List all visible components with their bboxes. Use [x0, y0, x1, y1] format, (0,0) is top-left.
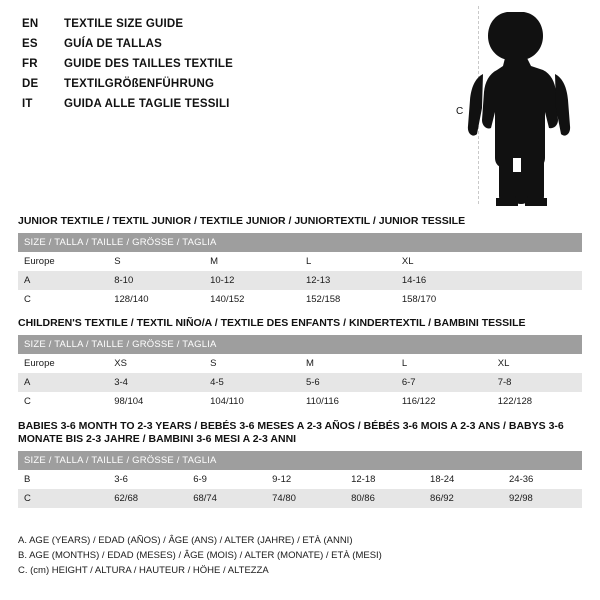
cell: 128/140 — [108, 290, 204, 309]
cell: 10-12 — [204, 271, 300, 290]
cell: C — [18, 392, 108, 411]
table-head-row — [18, 233, 582, 252]
cell — [492, 290, 582, 309]
table-row — [18, 470, 582, 489]
header-row — [22, 94, 442, 114]
header-title: GUÍA DE TALLAS — [64, 38, 162, 50]
language-code: EN — [22, 18, 39, 30]
cell: 98/104 — [108, 392, 204, 411]
header-row — [22, 74, 442, 94]
cell: Europe — [18, 354, 108, 373]
cell: 7-8 — [492, 373, 582, 392]
cell: B — [18, 470, 108, 489]
junior-size-table — [18, 233, 582, 309]
cell: L — [300, 252, 396, 271]
cell: 158/170 — [396, 290, 492, 309]
cell: 6-9 — [187, 470, 266, 489]
cell: 80/86 — [345, 489, 424, 508]
cell: M — [300, 354, 396, 373]
children-size-table — [18, 335, 582, 411]
table-row — [18, 252, 582, 271]
cell: M — [204, 252, 300, 271]
header-title: GUIDE DES TAILLES TEXTILE — [64, 58, 233, 70]
child-silhouette-icon — [455, 8, 590, 208]
language-code: ES — [22, 38, 38, 50]
cell: 5-6 — [300, 373, 396, 392]
cell: C — [18, 489, 108, 508]
cell: 122/128 — [492, 392, 582, 411]
section-babies-textile — [18, 420, 582, 508]
cell: S — [204, 354, 300, 373]
cell: 62/68 — [108, 489, 187, 508]
cell: 152/158 — [300, 290, 396, 309]
header-title: TEXTILE SIZE GUIDE — [64, 18, 184, 30]
cell: A — [18, 271, 108, 290]
cell: 140/152 — [204, 290, 300, 309]
cell: XS — [108, 354, 204, 373]
cell: 3-4 — [108, 373, 204, 392]
section-title: CHILDREN'S TEXTILE / TEXTIL NIÑO/A / TEXTILE DES ENFANTS / KINDERTEXTIL / BAMBINI TESSILE — [18, 317, 526, 329]
cell: L — [396, 354, 492, 373]
table-row — [18, 271, 582, 290]
table-head-row — [18, 335, 582, 354]
table-head-row — [18, 451, 582, 470]
cell — [492, 271, 582, 290]
table-row — [18, 489, 582, 508]
cell: C — [18, 290, 108, 309]
babies-size-table — [18, 451, 582, 508]
header-title: GUIDA ALLE TAGLIE TESSILI — [64, 98, 230, 110]
cell: 4-5 — [204, 373, 300, 392]
cell: 104/110 — [204, 392, 300, 411]
cell: 116/122 — [396, 392, 492, 411]
cell: 74/80 — [266, 489, 345, 508]
section-title: JUNIOR TEXTILE / TEXTIL JUNIOR / TEXTILE JUNIOR / JUNIORTEXTIL / JUNIOR TESSILE — [18, 215, 466, 227]
cell: A — [18, 373, 108, 392]
cell: 12-13 — [300, 271, 396, 290]
section-childrens-textile — [18, 317, 582, 411]
language-code: DE — [22, 78, 39, 90]
cell: 9-12 — [266, 470, 345, 489]
table-row — [18, 354, 582, 373]
language-code: IT — [22, 98, 33, 110]
cell: 14-16 — [396, 271, 492, 290]
table-head-label: SIZE / TALLA / TAILLE / GRÖSSE / TAGLIA — [18, 451, 582, 470]
cell: S — [108, 252, 204, 271]
legend-line-a: A. AGE (YEARS) / EDAD (AÑOS) / ÂGE (ANS) / ALTER (JAHRE) / ETÀ (ANNI) — [18, 535, 353, 546]
language-code: FR — [22, 58, 38, 70]
legend-block — [18, 533, 582, 578]
table-row — [18, 392, 582, 411]
header-row — [22, 54, 442, 74]
cell: XL — [492, 354, 582, 373]
cell: 12-18 — [345, 470, 424, 489]
header-title: TEXTILGRÖßENFÜHRUNG — [64, 78, 215, 90]
header-row — [22, 34, 442, 54]
legend-line-b: B. AGE (MONTHS) / EDAD (MESES) / ÂGE (MOIS) / ALTER (MONATE) / ETÀ (MESI) — [18, 550, 382, 561]
cell: 8-10 — [108, 271, 204, 290]
cell: 24-36 — [503, 470, 582, 489]
header-block — [22, 14, 442, 114]
cell: 68/74 — [187, 489, 266, 508]
cell: XL — [396, 252, 492, 271]
legend-line-c: C. (cm) HEIGHT / ALTURA / HAUTEUR / HÖHE / ALTEZZA — [18, 565, 269, 576]
cell: 3-6 — [108, 470, 187, 489]
table-head-label: SIZE / TALLA / TAILLE / GRÖSSE / TAGLIA — [18, 233, 582, 252]
cell — [492, 252, 582, 271]
cell: 92/98 — [503, 489, 582, 508]
cell: 18-24 — [424, 470, 503, 489]
table-head-label: SIZE / TALLA / TAILLE / GRÖSSE / TAGLIA — [18, 335, 582, 354]
figure-marker-c: C — [456, 106, 464, 117]
section-title: BABIES 3-6 MONTH TO 2-3 YEARS / BEBÉS 3-6 MESES A 2-3 AÑOS / BÉBÉS 3-6 MOIS A 2-3 ANS / BABYS 3-6 MONATE BIS 2-3 JAHRE / BAMBINI 3-6 MESI A 2-3 ANNI — [18, 420, 564, 445]
cell: 110/116 — [300, 392, 396, 411]
cell: 86/92 — [424, 489, 503, 508]
header-row — [22, 14, 442, 34]
cell: 6-7 — [396, 373, 492, 392]
table-row — [18, 373, 582, 392]
cell: Europe — [18, 252, 108, 271]
section-junior-textile — [18, 215, 582, 309]
table-row — [18, 290, 582, 309]
